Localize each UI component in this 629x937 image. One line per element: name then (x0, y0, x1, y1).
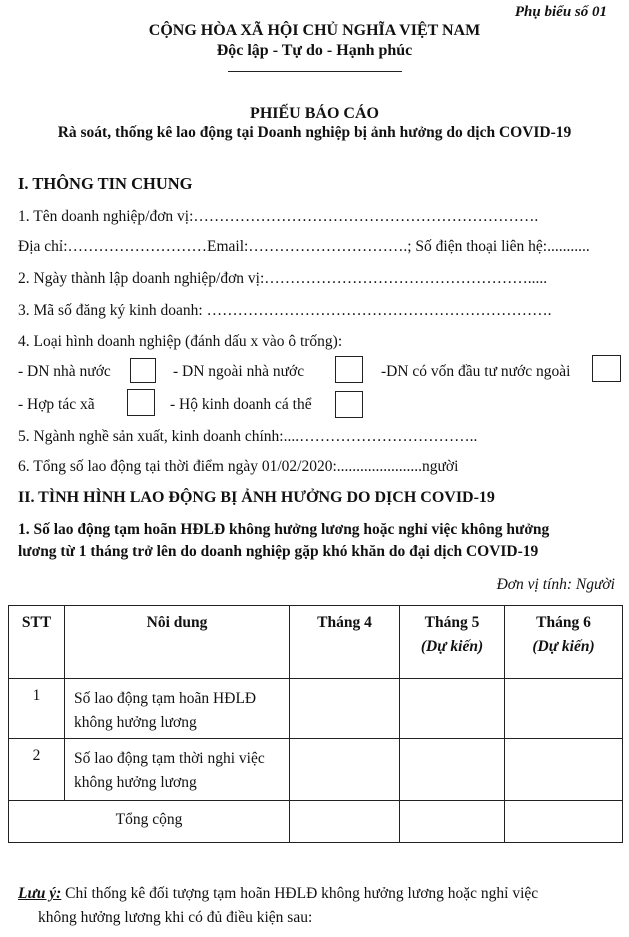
total-month6-cell[interactable] (505, 801, 623, 843)
enterprise-type-label: 4. Loại hình doanh nghiệp (đánh dấu x vào ô trống): (18, 333, 343, 350)
total-month5-cell[interactable] (400, 801, 505, 843)
header-month6 (505, 606, 623, 679)
contact-line (18, 238, 590, 256)
row2-month4-cell[interactable] (290, 739, 400, 801)
row2-content: Số lao động tạm thời nghi việc không hưởng lương (65, 739, 290, 801)
unit-label: Đơn vị tính: Người (496, 576, 615, 593)
total-month4-cell[interactable] (290, 801, 400, 843)
phone-label: Số điện thoại liên hệ: (415, 238, 548, 255)
enterprise-name-field: 1. Tên doanh nghiệp/đơn vị:…………………………………………………………. (18, 208, 539, 225)
report-title: PHIẾU BÁO CÁO (250, 105, 379, 122)
labor-table (8, 605, 623, 843)
header-month4: Tháng 4 (290, 606, 400, 679)
note-label: Lưu ý: (18, 885, 62, 902)
type-coop-label: - Hợp tác xã (18, 396, 95, 413)
email-field: ………………………….; (248, 238, 412, 255)
type-fdi-checkbox[interactable] (592, 355, 621, 382)
motto-underline (228, 71, 402, 72)
note-line1 (18, 885, 538, 903)
header-content: Nôi dung (65, 606, 290, 679)
type-non-state-checkbox[interactable] (335, 356, 363, 383)
section1-heading: I. THÔNG TIN CHUNG (18, 174, 193, 193)
header-month6-label: Tháng 6 (536, 614, 591, 631)
type-state-checkbox[interactable] (130, 358, 156, 383)
type-coop-checkbox[interactable] (127, 389, 155, 416)
header-month5-label: Tháng 5 (424, 614, 480, 631)
item1-heading-line2: lương từ 1 tháng trở lên do doanh nghiệp gặp khó khăn do đại dịch COVID-19 (18, 543, 539, 560)
row1-month5-cell[interactable] (400, 679, 505, 739)
email-label: Email: (207, 238, 249, 255)
phone-field: ........... (547, 238, 590, 255)
industry-field: 5. Ngành nghề sản xuất, kinh doanh chính:....…………………………….. (18, 428, 478, 445)
row2-month5-cell[interactable] (400, 739, 505, 801)
item1-heading-line1: 1. Số lao động tạm hoãn HĐLĐ không hưởng lương hoặc nghỉ việc không hưởng (18, 521, 550, 538)
report-subtitle: Rà soát, thống kê lao động tại Doanh nghiệp bị ảnh hưởng do dịch COVID-19 (57, 124, 572, 141)
annex-label: Phụ biểu số 01 (514, 4, 607, 20)
type-fdi-label: -DN có vốn đầu tư nước ngoài (381, 363, 571, 380)
row1-month6-cell[interactable] (505, 679, 623, 739)
table-row (9, 679, 623, 739)
address-field: ……………………… (67, 238, 207, 255)
type-household-checkbox[interactable] (335, 391, 363, 418)
table-row (9, 739, 623, 801)
header-stt: STT (9, 606, 65, 679)
table-header-row (9, 606, 623, 679)
row1-content: Số lao động tạm hoãn HĐLĐ không hưởng lương (65, 679, 290, 739)
header-month6-forecast: (Dự kiến) (532, 638, 595, 655)
note-text-line1: Chỉ thống kê đối tượng tạm hoãn HĐLĐ không hưởng lương hoặc nghỉ việc (61, 885, 539, 902)
row2-month6-cell[interactable] (505, 739, 623, 801)
row2-stt: 2 (9, 739, 65, 801)
address-label: Địa chỉ: (18, 238, 68, 255)
table-total-row (9, 801, 623, 843)
row1-stt: 1 (9, 679, 65, 739)
country-name: CỘNG HÒA XÃ HỘI CHỦ NGHĨA VIỆT NAM (148, 22, 481, 39)
total-workers-field: 6. Tổng số lao động tại thời điểm ngày 01/02/2020:......................người (18, 458, 459, 475)
national-motto: Độc lập - Tự do - Hạnh phúc (216, 42, 413, 59)
type-state-label: - DN nhà nước (18, 363, 111, 380)
business-reg-field: 3. Mã số đăng ký kinh doanh: …………………………………………………………. (18, 302, 552, 319)
note-text-line2: không hưởng lương khi có đủ điều kiện sau: (38, 909, 313, 926)
header-month5-forecast: (Dự kiến) (420, 638, 484, 655)
type-non-state-label: - DN ngoài nhà nước (173, 363, 305, 380)
header-month5 (400, 606, 505, 679)
row1-month4-cell[interactable] (290, 679, 400, 739)
founded-date-field: 2. Ngày thành lập doanh nghiệp/đơn vị:……………………………………………..... (18, 270, 548, 287)
type-household-label: - Hộ kinh doanh cá thể (170, 396, 312, 413)
total-label: Tổng cộng (9, 801, 290, 843)
section2-heading: II. TÌNH HÌNH LAO ĐỘNG BỊ ẢNH HƯỞNG DO DỊCH COVID-19 (18, 489, 495, 506)
